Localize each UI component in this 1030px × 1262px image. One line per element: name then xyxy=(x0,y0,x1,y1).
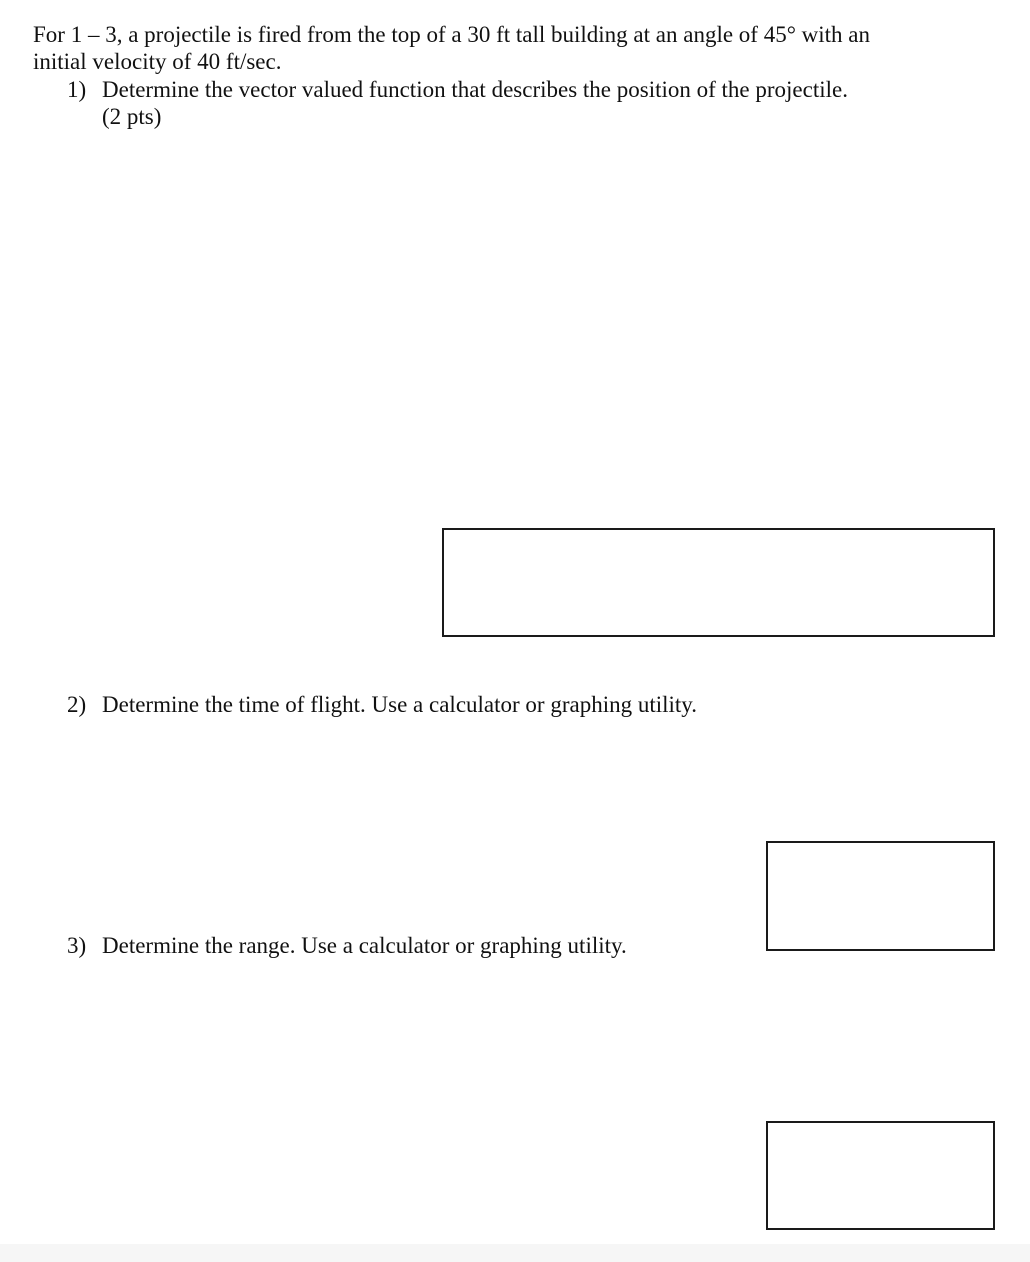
page-bottom-edge xyxy=(0,1244,1030,1262)
question-2 xyxy=(67,691,902,718)
question-1-points: (2 pts) xyxy=(102,104,162,129)
question-3-number: 3) xyxy=(67,933,87,958)
answer-box-1[interactable] xyxy=(442,528,995,637)
question-1-number: 1) xyxy=(67,77,87,102)
question-1-text: Determine the vector valued function that describes the position of the projectile. xyxy=(102,77,848,102)
question-2-text: Determine the time of flight. Use a calculator or graphing utility. xyxy=(102,692,698,717)
problem-intro: For 1 – 3, a projectile is fired from the top of a 30 ft tall building at an angle of 45° with an initial velocity of 40 ft/sec. xyxy=(33,22,870,74)
question-1 xyxy=(67,76,902,130)
question-1-body xyxy=(102,76,902,130)
question-3-text: Determine the range. Use a calculator or graphing utility. xyxy=(102,933,627,958)
answer-box-3[interactable] xyxy=(766,1121,995,1230)
question-2-number: 2) xyxy=(67,692,87,717)
question-3 xyxy=(67,932,902,959)
